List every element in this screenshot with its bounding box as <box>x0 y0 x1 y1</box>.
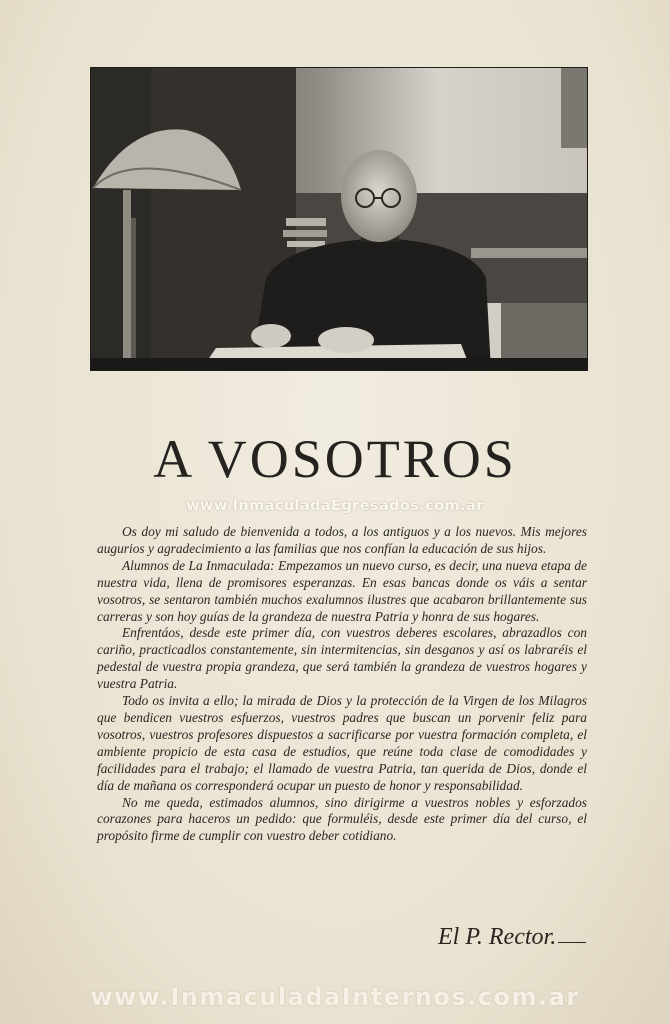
watermark-egresados: www.InmaculadaEgresados.com.ar <box>186 498 484 514</box>
paragraph-3: Enfrentáos, desde este primer día, con vuestros deberes escolares, abrazadlos con cariño, practicadlos constantemente, sin intermitencias, sin desganos y así os labraréis el pedestal de vuestra propia grandeza, que será también la grandeza de vuestros hogares y vuestra Patria. <box>97 625 587 692</box>
paragraph-2: Alumnos de La Inmaculada: Empezamos un nuevo curso, es decir, una nueva etapa de nuestra vida, llena de promisores esperanzas. En esas bancas donde os váis a sentar vosotros, se sentaron también muchos exalumnos ilustres que acabaron brillantemente sus carreras y son hoy guías de la grandeza de nuestra Patria y honra de sus hogares. <box>97 557 587 624</box>
rector-portrait-photo <box>91 68 587 370</box>
page-title: A VOSOTROS <box>153 429 517 489</box>
signature-underline <box>558 942 586 943</box>
signature-rector: El P. Rector. <box>438 924 557 950</box>
watermark-internos: www.InmaculadaInternos.com.ar <box>90 983 580 1011</box>
paragraph-5: No me queda, estimados alumnos, sino dirigirme a vuestros nobles y esforzados corazones para haceros un pedido: que formuléis, desde este primer día del curso, el propósito firme de cumplir con vuestro deber cotidiano. <box>97 794 587 844</box>
paragraph-4: Todo os invita a ello; la mirada de Dios y la protección de la Virgen de los Milagros que bendicen vuestros esfuerzos, vuestros padres que buscan un porvenir feliz para vosotros, vuestros profesores dispuestos a sacrificarse por vuestra formación completa, el ambiente propicio de esta casa de estudios, que reúne toda clase de comodidades y facilidades para el trabajo; el llamado de vuestra Patria, tan querida de Dios, donde el día de mañana os corresponderá ocupar un puesto de honor y responsabilidad. <box>97 693 587 793</box>
letter-body <box>97 524 587 845</box>
portrait-image <box>91 68 587 370</box>
paragraph-1: Os doy mi saludo de bienvenida a todos, a los antiguos y a los nuevos. Mis mejores augurios y agradecimiento a las familias que nos confían la educación de sus hijos. <box>97 524 587 556</box>
